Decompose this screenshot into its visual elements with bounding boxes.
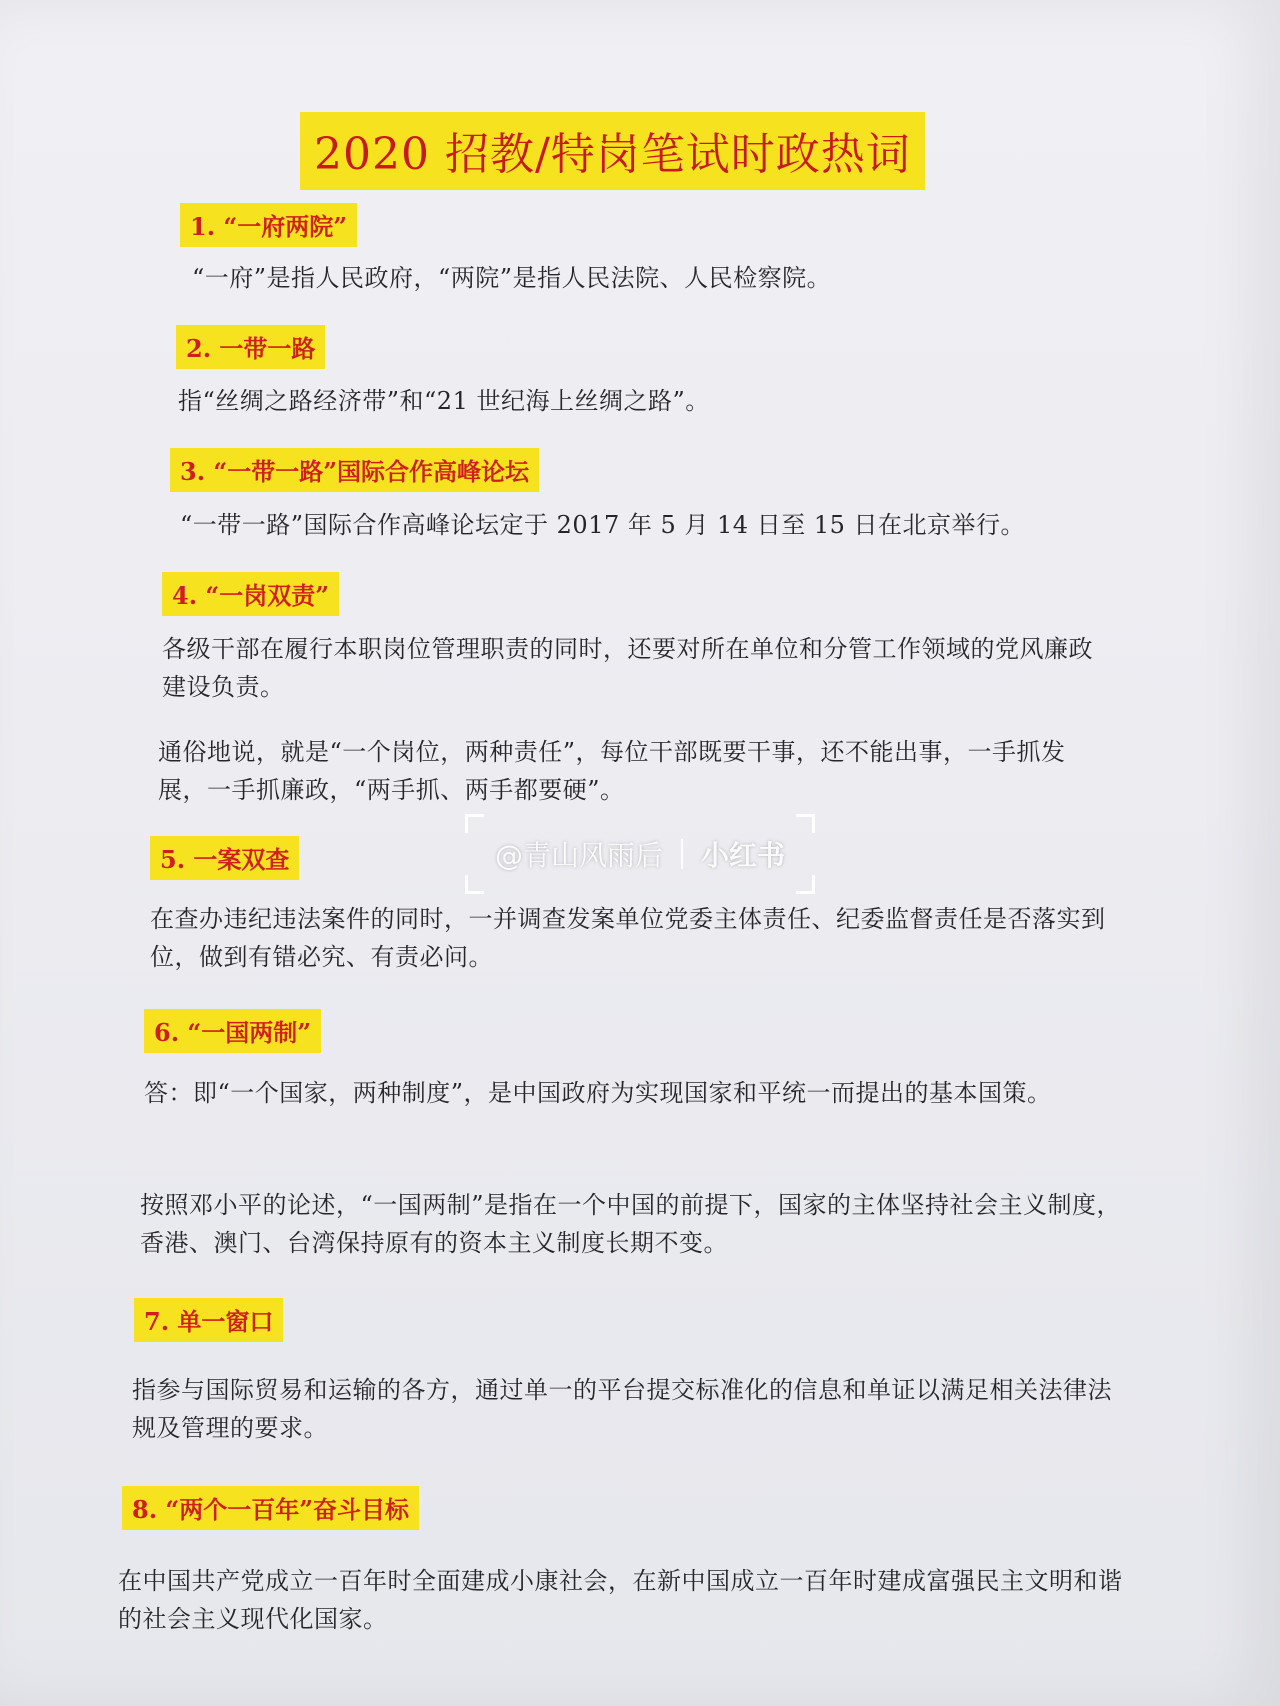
section-8-heading: 8. “两个一百年”奋斗目标 <box>122 1486 419 1530</box>
section-2-heading: 2. 一带一路 <box>176 325 325 369</box>
section-7-paragraph: 指参与国际贸易和运输的各方，通过单一的平台提交标准化的信息和单证以满足相关法律法规及管理的要求。 <box>132 1376 1112 1442</box>
watermark-corner <box>796 875 815 894</box>
section-7-heading: 7. 单一窗口 <box>134 1298 283 1342</box>
section-4-heading: 4. “一岗双责” <box>162 572 339 616</box>
section-4-paragraph-1: 各级干部在履行本职岗位管理职责的同时，还要对所在单位和分管工作领域的党风廉政建设负责。 <box>162 635 1093 701</box>
watermark-brand: 小红书 <box>701 839 786 872</box>
section-8-paragraph: 在中国共产党成立一百年时全面建成小康社会，在新中国成立一百年时建成富强民主文明和谐的社会主义现代化国家。 <box>118 1567 1123 1633</box>
section-5-paragraph: 在查办违纪违法案件的同时，一并调查发案单位党委主体责任、纪委监督责任是否落实到位，做到有错必究、有责必问。 <box>150 905 1106 971</box>
watermark-corner <box>465 814 484 833</box>
watermark <box>465 814 815 894</box>
watermark-separator <box>681 839 683 869</box>
section-3-heading: 3. “一带一路”国际合作高峰论坛 <box>170 448 539 492</box>
section-3-paragraph: “一带一路”国际合作高峰论坛定于 2017 年 5 月 14 日至 15 日在北京举行。 <box>180 511 1025 539</box>
watermark-corner <box>796 814 815 833</box>
watermark-user: @青山风雨后 <box>494 839 663 872</box>
section-1-paragraph: “一府”是指人民政府，“两院”是指人民法院、人民检察院。 <box>192 264 832 292</box>
document-title: 2020 招教/特岗笔试时政热词 <box>300 112 925 190</box>
section-1-heading: 1. “一府两院” <box>180 203 357 247</box>
section-6-heading: 6. “一国两制” <box>144 1009 321 1053</box>
section-6-paragraph-1: 答：即“一个国家，两种制度”，是中国政府为实现国家和平统一而提出的基本国策。 <box>144 1079 1052 1107</box>
watermark-corner <box>465 875 484 894</box>
section-4-paragraph-2: 通俗地说，就是“一个岗位，两种责任”，每位干部既要干事，还不能出事，一手抓发展，一手抓廉政，“两手抓、两手都要硬”。 <box>158 738 1066 804</box>
section-6-paragraph-2: 按照邓小平的论述，“一国两制”是指在一个中国的前提下，国家的主体坚持社会主义制度，香港、澳门、台湾保持原有的资本主义制度长期不变。 <box>140 1191 1122 1257</box>
section-5-heading: 5. 一案双查 <box>150 836 299 880</box>
section-2-paragraph: 指“丝绸之路经济带”和“21 世纪海上丝绸之路”。 <box>178 387 710 415</box>
